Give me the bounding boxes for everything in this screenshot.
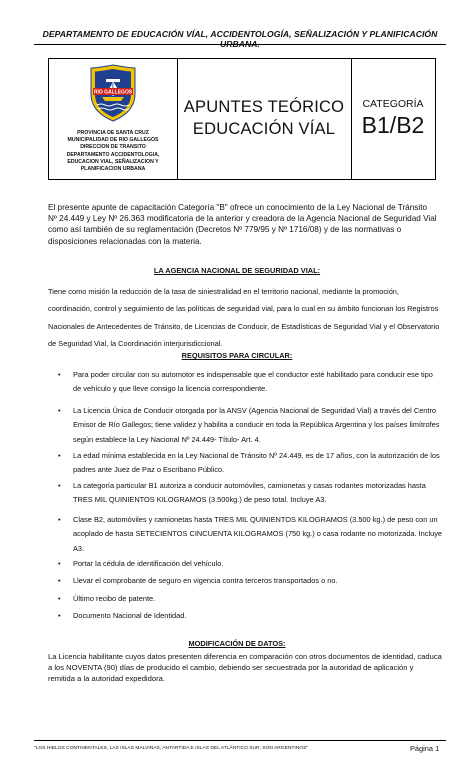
bullet-icon: • bbox=[58, 481, 61, 490]
institution-line: DIRECCION DE TRANSITO bbox=[80, 144, 146, 151]
header-rule bbox=[34, 44, 446, 45]
rio-gallegos-shield-logo bbox=[89, 64, 137, 122]
institution-line: DEPARTAMENTO ACCIDENTOLOGIA, bbox=[66, 151, 160, 158]
logo-banner-text: RIO GALLEGOS bbox=[93, 89, 133, 96]
bullet-icon: • bbox=[58, 406, 61, 415]
list-item: • Documento Nacional de Identidad. bbox=[58, 609, 442, 623]
bullet-icon: • bbox=[58, 559, 61, 568]
requirements-heading: REQUISITOS PARA CIRCULAR: bbox=[181, 351, 293, 360]
bullet-icon: • bbox=[58, 594, 61, 603]
logo-cell bbox=[49, 59, 178, 179]
intro-paragraph: El presente apunte de capacitación Categoría "B" ofrece un conocimiento de la Ley Nacional de Tránsito Nº 24.449 y Ley Nº 26.363 modificatoria de la anterior y creadora de la Agencia Nacional de Seguridad Vial como así también de su reglamentación (Decretos Nº 779/95 y Nº 1716/08) y de las normativas o disposiciones relacionadas con la materia. bbox=[48, 203, 437, 246]
list-item: • La Licencia Única de Conducir otorgada por la ANSV (Agencia Nacional de Seguridad Vial) a través del Centro Emisor de Río Gallegos; tiene validez y habilita a conducir en toda la República Argentina y los países limítrofes según establece la Ley Nacional Nº 24.449- Título- Art. 4. bbox=[58, 406, 440, 444]
list-item: • Portar la cédula de identificación del vehículo. bbox=[58, 557, 442, 571]
list-item: • Clase B2, automóviles y camionetas hasta TRES MIL QUINIENTOS KILOGRAMOS (3.500 kg.) de peso con un acoplado de hasta SETECIENTOS CINCUENTA KILOGRAMOS (750 kg.) o casa rodante no motorizada. Incluye A3. bbox=[58, 515, 443, 553]
institution-line: PLANIFICACION URBANA bbox=[80, 166, 146, 173]
footer-rule bbox=[34, 740, 446, 741]
list-item: • La categoría particular B1 autoriza a conducir automóviles, camionetas y casas rodantes motorizadas hasta TRES MIL QUINIENTOS KILOGRAMOS (3.500kg.) de peso total. Incluye A3. bbox=[58, 481, 426, 505]
list-item: • Último recibo de patente. bbox=[58, 592, 442, 606]
page-header: DEPARTAMENTO DE EDUCACIÓN VÍAL, ACCIDENTOLOGÍA, SEÑALIZACIÓN Y PLANIFICACIÓN URBANA. bbox=[42, 29, 438, 49]
title-line-2: EDUCACIÓN VÍAL bbox=[192, 120, 336, 138]
agency-heading: LA AGENCIA NACIONAL DE SEGURIDAD VIAL: bbox=[153, 266, 321, 275]
bullet-icon: • bbox=[58, 611, 61, 620]
bullet-icon: • bbox=[58, 576, 61, 585]
modification-heading: MODIFICACIÓN DE DATOS: bbox=[188, 639, 286, 648]
category-label: CATEGORÍA bbox=[362, 98, 424, 110]
bullet-icon: • bbox=[58, 451, 61, 460]
bullet-icon: • bbox=[58, 370, 61, 379]
institution-line: PROVINCIA DE SANTA CRUZ bbox=[77, 130, 149, 136]
list-item: • Para poder circular con su automotor es indispensable que el conductor esté habilitado para conducir ese tipo de vehículo y que lleve consigo la licencia correspondiente. bbox=[58, 370, 433, 394]
title-line-1: APUNTES TEÓRICO bbox=[183, 98, 345, 116]
page-number: Página 1 bbox=[410, 744, 440, 753]
document-title bbox=[177, 96, 351, 140]
category-cell bbox=[351, 59, 435, 179]
info-table bbox=[48, 58, 436, 180]
list-item: • La edad mínima establecida en la Ley Nacional de Tránsito Nº 24.449, es de 17 años, con la autorización de los padres ante Juez de Paz o Escribano Público. bbox=[58, 451, 440, 475]
category-value: B1/B2 bbox=[361, 112, 425, 138]
list-item: • Llevar el comprobante de seguro en vigencia contra terceros transportados o no. bbox=[58, 574, 442, 588]
title-cell bbox=[177, 59, 352, 179]
modification-paragraph: La Licencia habilitante cuyos datos presenten diferencia en comparación con otros documentos de identidad, caduca a los NOVENTA (90) días de producido el cambio, debiendo ser secuestrada por la autoridad de aplicación y remitida a la autoridad expedidora. bbox=[48, 652, 442, 684]
footer-motto: "LOS HIELOS CONTINENTALES, LAS ISLAS MALVINAS, ANTARTIDA E ISLAS DEL ATLÁNTICO SUR, SON ARGENTINOS" bbox=[34, 746, 309, 751]
bullet-icon: • bbox=[58, 515, 61, 524]
institution-lines bbox=[51, 130, 175, 173]
agency-paragraph: Tiene como misión la reducción de la tasa de siniestralidad en el territorio nacional, mediante la promoción, coordinación, control y seguimiento de las políticas de seguridad vial, para lo cual en su ámbito funcionan los Registros Nacionales de Antecedentes de Tránsito, de Licencias de Conducir, de Estadísticas de Seguridad Vial y el Observatorio de Seguridad Vial, la Coordinación interjurisdiccional. bbox=[48, 287, 440, 349]
institution-line: EDUCACION VIAL, SEÑALIZACION Y bbox=[67, 158, 159, 165]
institution-line: MUNICIPALIDAD DE RIO GALLEGOS bbox=[67, 137, 159, 144]
